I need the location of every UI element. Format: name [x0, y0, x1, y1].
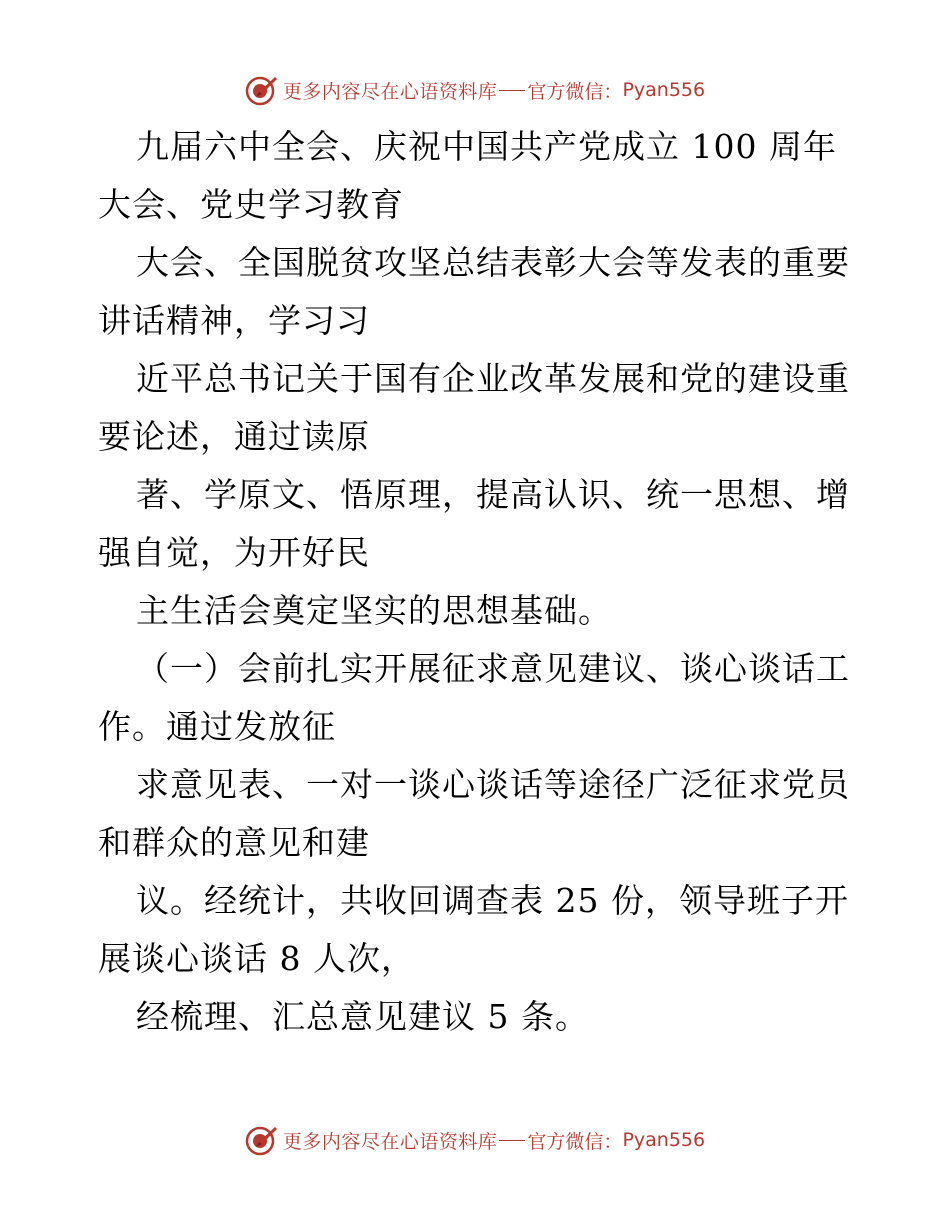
header-watermark	[0, 70, 950, 110]
body-line: 求意见表、一对一谈心谈话等途径广泛征求党员	[136, 765, 850, 804]
watermark-contact-label: 官方微信：	[527, 80, 623, 103]
body-line: 要论述，通过读原	[98, 417, 370, 456]
watermark-contact-label: 官方微信：	[527, 1130, 623, 1153]
body-line: 强自觉，为开好民	[98, 533, 370, 572]
body-line: 大会、党史学习教育	[98, 185, 404, 224]
watermark-contact-id: Pyan556	[622, 1129, 706, 1151]
body-line: 著、学原文、悟原理，提高认识、统一思想、增	[136, 475, 850, 514]
pen-logo-icon	[245, 73, 279, 107]
watermark-contact-id: Pyan556	[622, 79, 706, 101]
body-line: 讲话精神，学习习	[98, 301, 370, 340]
pen-logo-icon	[245, 1123, 279, 1157]
body-line: 作。通过发放征	[98, 707, 336, 746]
body-line: 主生活会奠定坚实的思想基础。	[136, 591, 612, 630]
body-line: 展谈心谈话 8 人次，	[98, 939, 415, 978]
watermark-dash	[499, 1140, 525, 1141]
body-line: 近平总书记关于国有企业改革发展和党的建设重	[136, 359, 850, 398]
document-body	[98, 118, 858, 1046]
watermark-dash	[499, 90, 525, 91]
body-line: （一）会前扎实开展征求意见建议、谈心谈话工	[136, 649, 850, 688]
footer-watermark	[0, 1120, 950, 1160]
body-line: 和群众的意见和建	[98, 823, 370, 862]
body-line: 议。经统计，共收回调查表 25 份，领导班子开	[136, 881, 849, 920]
body-line: 九届六中全会、庆祝中国共产党成立 100 周年	[136, 127, 837, 166]
body-line: 大会、全国脱贫攻坚总结表彰大会等发表的重要	[136, 243, 850, 282]
body-line: 经梳理、汇总意见建议 5 条。	[136, 997, 589, 1036]
watermark-text: 更多内容尽在心语资料库	[282, 1130, 498, 1153]
watermark-text: 更多内容尽在心语资料库	[282, 80, 498, 103]
